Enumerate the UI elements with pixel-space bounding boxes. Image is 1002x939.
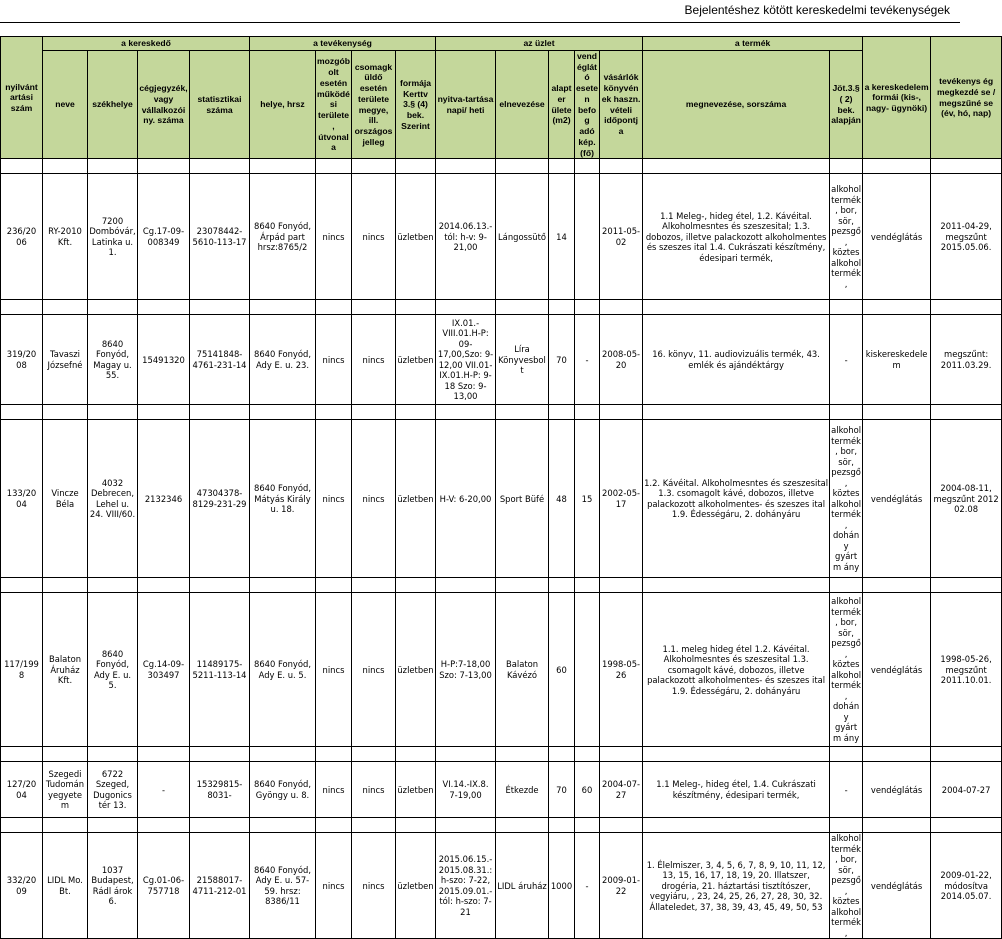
cell-jot: - xyxy=(830,762,863,818)
cell-tevek: 1998-05-26, megszűnt 2011.10.01. xyxy=(931,593,1002,747)
table-row xyxy=(1,762,1002,818)
row-spacer xyxy=(1,405,1002,420)
spacer-cell xyxy=(931,818,1002,833)
spacer-cell xyxy=(863,818,931,833)
spacer-cell xyxy=(43,578,88,593)
row-spacer xyxy=(1,747,1002,762)
spacer-cell xyxy=(316,578,352,593)
table-row xyxy=(1,174,1002,300)
row-spacer xyxy=(1,578,1002,593)
spacer-cell xyxy=(138,747,190,762)
spacer-cell xyxy=(643,159,830,174)
spacer-cell xyxy=(575,300,600,315)
cell-vasar: 2011-05-02 xyxy=(600,174,643,300)
cell-elnev: Lángossütő xyxy=(496,174,549,300)
cell-vasar: 2008-05-20 xyxy=(600,315,643,405)
spacer-cell xyxy=(352,747,396,762)
cell-megn: 1.1. meleg hideg étel 1.2. Kávéital. Alkoholmesntes és szeszesital 1.3. csomagolt kávé, dobozos, illetve palackozott alkoholmentes- és szeszes ital 1.9. Édességáru, 2. dohányáru xyxy=(643,593,830,747)
spacer-cell xyxy=(600,747,643,762)
cell-neve: Balaton Áruház Kft. xyxy=(43,593,88,747)
spacer-cell xyxy=(1,159,43,174)
cell-jot: alkohol termék , bor, sör, pezsgő, köztes alkohol termék , xyxy=(830,174,863,300)
spacer-cell xyxy=(190,405,250,420)
cell-cegj: Cg.01-06-757718 xyxy=(138,833,190,939)
table-row xyxy=(1,420,1002,578)
cell-stat: 21588017-4711-212-01 xyxy=(190,833,250,939)
cell-cegj: 2132346 xyxy=(138,420,190,578)
spacer-cell xyxy=(88,405,138,420)
spacer-cell xyxy=(1,405,43,420)
cell-neve: Tavaszi Józsefné xyxy=(43,315,88,405)
cell-neve: RY-2010 Kft. xyxy=(43,174,88,300)
cell-cegj: - xyxy=(138,762,190,818)
spacer-cell xyxy=(643,578,830,593)
cell-neve: Vincze Béla xyxy=(43,420,88,578)
spacer-cell xyxy=(863,578,931,593)
spacer-cell xyxy=(138,818,190,833)
cell-vasar: 2004-07-27 xyxy=(600,762,643,818)
spacer-cell xyxy=(43,300,88,315)
spacer-cell xyxy=(316,818,352,833)
spacer-cell xyxy=(600,818,643,833)
cell-nyilv: 127/20 04 xyxy=(1,762,43,818)
cell-vend xyxy=(575,593,600,747)
cell-stat: 15329815-8031- xyxy=(190,762,250,818)
spacer-cell xyxy=(931,578,1002,593)
col-header-megn: megnevezése, sorszáma xyxy=(643,51,830,159)
spacer-cell xyxy=(436,159,496,174)
col-header-csomag: csomagk üldő esetén területe megye, ill. országos jelleg xyxy=(352,51,396,159)
cell-nyilv: 319/20 08 xyxy=(1,315,43,405)
spacer-cell xyxy=(88,159,138,174)
cell-helye: 8640 Fonyód, Ady E. u. 57-59. hrsz: 8386/11 xyxy=(250,833,316,939)
col-header-szekhely: székhelye xyxy=(88,51,138,159)
col-header-jot: Jöt.3.§( 2) bek. alapján xyxy=(830,51,863,159)
cell-helye: 8640 Fonyód, Ady E. u. 23. xyxy=(250,315,316,405)
cell-megn: 1.1 Meleg-, hideg étel, 1.4. Cukrászati készítmény, édesipari termék, xyxy=(643,762,830,818)
cell-cegj: Cg.17-09-008349 xyxy=(138,174,190,300)
cell-csomag: nincs xyxy=(352,762,396,818)
spacer-cell xyxy=(250,818,316,833)
group-header-tevekenyseg: a tevékenység xyxy=(250,37,436,51)
spacer-cell xyxy=(436,300,496,315)
col-header-vasar: vásárlók könyvén ek haszn. vételi időpontj a xyxy=(600,51,643,159)
col-header-cegj: cégjegyzék, vagy vállalkozói ny. száma xyxy=(138,51,190,159)
cell-jot: alkohol termék , bor, sör, pezsgő, köztes alkohol termék , xyxy=(831,833,862,938)
row-spacer xyxy=(1,300,1002,315)
spacer-cell xyxy=(1,747,43,762)
spacer-cell xyxy=(436,818,496,833)
spacer-cell xyxy=(138,159,190,174)
cell-cegj: 15491320 xyxy=(138,315,190,405)
cell-vasar: 1998-05-26 xyxy=(600,593,643,747)
spacer-cell xyxy=(250,300,316,315)
page-title: Bejelentéshez kötött kereskedelmi tevékenységek xyxy=(684,3,950,17)
spacer-cell xyxy=(190,159,250,174)
spacer-cell xyxy=(863,747,931,762)
cell-csomag: nincs xyxy=(352,420,396,578)
cell-vend: 60 xyxy=(575,762,600,818)
spacer-cell xyxy=(496,818,549,833)
cell-szekhely: 8640 Fonyód, Ady E. u. 5. xyxy=(88,593,138,747)
cell-csomag: nincs xyxy=(352,833,396,939)
cell-forma: üzletben xyxy=(396,174,436,300)
cell-megn: 1. Élelmiszer, 3, 4, 5, 6, 7, 8, 9, 10, 11, 12, 13, 15, 16, 17, 18, 19, 20. Illatszer, drogéria, 21. háztartási tisztítószer, vegyiáru, , 23, 24, 25, 26, 27, 28, 30, 32. Állateledet, 37, 38, 39, 43, 45, 49, 50, 53 xyxy=(643,833,830,939)
cell-cegj: Cg.14-09-303497 xyxy=(138,593,190,747)
cell-nyilv: 236/20 06 xyxy=(1,174,43,300)
spacer-cell xyxy=(190,818,250,833)
cell-helye: 8640 Fonyód, Ady E. u. 5. xyxy=(250,593,316,747)
cell-vasar: 2002-05-17 xyxy=(600,420,643,578)
cell-szekhely: 6722 Szeged, Dugonics tér 13. xyxy=(88,762,138,818)
cell-mozgo: nincs xyxy=(316,420,352,578)
spacer-cell xyxy=(600,578,643,593)
cell-tevek: 2004-08-11, megszűnt 2012 02.08 xyxy=(931,420,1002,578)
cell-jot: alkohol termék , bor, sör, pezsgő, köztes alkohol termék , dohány gyártm ány xyxy=(830,420,863,578)
spacer-cell xyxy=(316,405,352,420)
cell-megn: 16. könyv, 11. audiovizuális termék, 43. emlék és ajándéktárgy xyxy=(643,315,830,405)
spacer-cell xyxy=(931,747,1002,762)
spacer-cell xyxy=(352,818,396,833)
spacer-cell xyxy=(931,159,1002,174)
spacer-cell xyxy=(352,159,396,174)
cell-formai: vendéglátás xyxy=(863,833,931,939)
cell-nyitva: IX.01.-VIII.01.H-P: 09-17,00,Szo: 9-12,00 VII.01-IX.01.H-P: 9-18 Szo: 9-13,00 xyxy=(436,315,496,405)
cell-vend: - xyxy=(575,833,600,939)
spacer-cell xyxy=(88,300,138,315)
spacer-cell xyxy=(549,159,575,174)
spacer-cell xyxy=(600,159,643,174)
cell-vend xyxy=(575,174,600,300)
spacer-cell xyxy=(43,159,88,174)
cell-stat: 11489175-5211-113-14 xyxy=(190,593,250,747)
cell-forma: üzletben xyxy=(396,833,436,939)
spacer-cell xyxy=(436,578,496,593)
spacer-cell xyxy=(190,747,250,762)
cell-szekhely: 4032 Debrecen, Lehel u. 24. VIII/60. xyxy=(88,420,138,578)
spacer-cell xyxy=(352,578,396,593)
cell-mozgo: nincs xyxy=(316,833,352,939)
cell-stat: 47304378-8129-231-29 xyxy=(190,420,250,578)
spacer-cell xyxy=(190,300,250,315)
cell-vasar: 2009-01-22 xyxy=(600,833,643,939)
spacer-cell xyxy=(316,159,352,174)
spacer-cell xyxy=(138,578,190,593)
cell-forma: üzletben xyxy=(396,315,436,405)
spacer-cell xyxy=(496,578,549,593)
col-header-nyitva: nyitva-tartása napi/ heti xyxy=(436,51,496,159)
cell-helye: 8640 Fonyód, Mátyás Király u. 18. xyxy=(250,420,316,578)
spacer-cell xyxy=(250,578,316,593)
spacer-cell xyxy=(643,405,830,420)
cell-nyitva: VI.14.-IX.8. 7-19,00 xyxy=(436,762,496,818)
spacer-cell xyxy=(396,747,436,762)
cell-formai: vendéglátás xyxy=(863,762,931,818)
spacer-cell xyxy=(43,818,88,833)
cell-nyitva: 2014.06.13.-tól: h-v: 9-21,00 xyxy=(436,174,496,300)
cell-nyitva: H-V: 6-20,00 xyxy=(436,420,496,578)
spacer-cell xyxy=(43,405,88,420)
spacer-cell xyxy=(396,159,436,174)
col-header-tevek: tevékenys ég megkezdé se / megszűné se (év, hó, nap) xyxy=(931,37,1002,159)
group-header-termek: a termék xyxy=(643,37,863,51)
cell-jot: - xyxy=(830,315,863,405)
cell-csomag: nincs xyxy=(352,315,396,405)
cell-tevek: 2009-01-22, módosítva 2014.05.07. xyxy=(931,833,1002,939)
cell-szekhely: 7200 Dombóvár, Latinka u. 1. xyxy=(88,174,138,300)
cell-alap: 48 xyxy=(549,420,575,578)
table-header xyxy=(1,37,1002,159)
cell-stat: 23078442-5610-113-17 xyxy=(190,174,250,300)
cell-tevek: 2011-04-29, megszűnt 2015.05.06. xyxy=(931,174,1002,300)
col-header-formai: a kereskedelem formái (kis-, nagy- ügynöki) xyxy=(863,37,931,159)
spacer-cell xyxy=(575,578,600,593)
cell-forma: üzletben xyxy=(396,762,436,818)
spacer-cell xyxy=(643,818,830,833)
cell-forma: üzletben xyxy=(396,420,436,578)
col-header-vend: vend églát ó esete n befog adó kép. (fő) xyxy=(576,51,598,158)
col-header-mozgo: mozgób olt esetén működé si területe, útvonala xyxy=(316,51,352,159)
spacer-cell xyxy=(863,300,931,315)
cell-jot: alkohol termék , bor, sör, pezsgő, köztes alkohol termék , dohány gyártm ány xyxy=(830,593,863,747)
cell-nyilv: 133/20 04 xyxy=(1,420,43,578)
table-row xyxy=(1,315,1002,405)
group-header-kereskedo: a kereskedő xyxy=(43,37,250,51)
cell-mozgo: nincs xyxy=(316,315,352,405)
cell-formai: vendéglátás xyxy=(863,593,931,747)
spacer-cell xyxy=(549,818,575,833)
spacer-cell xyxy=(830,300,863,315)
spacer-cell xyxy=(549,405,575,420)
spacer-cell xyxy=(830,159,863,174)
spacer-cell xyxy=(830,747,863,762)
col-header-nyilv: nyilvánt artási szám xyxy=(1,37,43,159)
spacer-cell xyxy=(316,747,352,762)
cell-nyilv: 332/20 09 xyxy=(1,833,43,939)
cell-formai: vendéglátás xyxy=(863,174,931,300)
spacer-cell xyxy=(600,405,643,420)
cell-szekhely: 8640 Fonyód, Magay u. 55. xyxy=(88,315,138,405)
spacer-cell xyxy=(396,818,436,833)
spacer-cell xyxy=(575,747,600,762)
spacer-cell xyxy=(250,159,316,174)
cell-helye: 8640 Fonyód, Árpád part hrsz:8765/2 xyxy=(250,174,316,300)
col-header-forma: formája Kerttv 3.§ (4) bek. Szerint xyxy=(396,51,436,159)
spacer-cell xyxy=(643,747,830,762)
cell-tevek: 2004-07-27 xyxy=(931,762,1002,818)
cell-elnev: Balaton Kávézó xyxy=(496,593,549,747)
cell-elnev: Líra Könyvesbolt xyxy=(496,315,549,405)
cell-alap: 60 xyxy=(549,593,575,747)
cell-alap: 70 xyxy=(549,315,575,405)
col-header-stat: statisztikai száma xyxy=(190,51,250,159)
cell-alap: 1000 xyxy=(549,833,575,939)
cell-formai: vendéglátás xyxy=(863,420,931,578)
cell-nyilv: 117/199 8 xyxy=(1,593,43,747)
spacer-cell xyxy=(549,578,575,593)
cell-mozgo: nincs xyxy=(316,762,352,818)
cell-csomag: nincs xyxy=(352,174,396,300)
spacer-cell xyxy=(496,159,549,174)
cell-helye: 8640 Fonyód, Gyöngy u. 8. xyxy=(250,762,316,818)
spacer-cell xyxy=(643,300,830,315)
spacer-cell xyxy=(88,747,138,762)
table-body xyxy=(1,159,1002,939)
spacer-cell xyxy=(43,747,88,762)
spacer-cell xyxy=(575,159,600,174)
spacer-cell xyxy=(496,747,549,762)
cell-vend: - xyxy=(575,315,600,405)
spacer-cell xyxy=(316,300,352,315)
spacer-cell xyxy=(863,405,931,420)
title-rule xyxy=(0,22,960,23)
spacer-cell xyxy=(396,578,436,593)
cell-forma: üzletben xyxy=(396,593,436,747)
col-header-neve: neve xyxy=(43,51,88,159)
spacer-cell xyxy=(496,300,549,315)
cell-alap: 14 xyxy=(549,174,575,300)
spacer-cell xyxy=(1,300,43,315)
spacer-cell xyxy=(830,818,863,833)
spacer-cell xyxy=(600,300,643,315)
cell-vend: 15 xyxy=(575,420,600,578)
spacer-cell xyxy=(575,405,600,420)
spacer-cell xyxy=(138,300,190,315)
cell-formai: kiskereskedelem xyxy=(863,315,931,405)
spacer-cell xyxy=(1,578,43,593)
spacer-cell xyxy=(396,300,436,315)
spacer-cell xyxy=(931,405,1002,420)
table-row xyxy=(1,593,1002,747)
spacer-cell xyxy=(436,747,496,762)
spacer-cell xyxy=(250,405,316,420)
cell-elnev: Étkezde xyxy=(496,762,549,818)
group-header-uzlet: az üzlet xyxy=(436,37,643,51)
cell-csomag: nincs xyxy=(352,593,396,747)
spacer-cell xyxy=(138,405,190,420)
cell-elnev: LIDL áruház xyxy=(496,833,549,939)
spacer-cell xyxy=(396,405,436,420)
spacer-cell xyxy=(496,405,549,420)
cell-neve: LIDL Mo. Bt. xyxy=(43,833,88,939)
cell-szekhely: 1037 Budapest, Rádl árok 6. xyxy=(88,833,138,939)
cell-megn: 1.1 Meleg-, hideg étel, 1.2. Kávéital. Alkoholmesntes és szeszesital; 1.3. dobozos, illetve palackozott alkoholmentes és szeszes ital 1.4. Cukrászati készítmény, édesipari termék, xyxy=(643,174,830,300)
row-spacer xyxy=(1,818,1002,833)
cell-mozgo: nincs xyxy=(316,593,352,747)
spacer-cell xyxy=(352,300,396,315)
cell-elnev: Sport Büfé xyxy=(496,420,549,578)
row-spacer xyxy=(1,159,1002,174)
cell-mozgo: nincs xyxy=(316,174,352,300)
spacer-cell xyxy=(863,159,931,174)
spacer-cell xyxy=(436,405,496,420)
spacer-cell xyxy=(931,300,1002,315)
spacer-cell xyxy=(250,747,316,762)
cell-megn: 1.2. Kávéital. Alkoholmesntes és szeszesital 1.3. csomagolt kávé, dobozos, illetve palackozott alkoholmentes- és szeszes ital 1.9. Édességáru, 2. dohányáru xyxy=(643,420,830,578)
cell-neve: Szegedi Tudományegyetem xyxy=(43,762,88,818)
spacer-cell xyxy=(190,578,250,593)
cell-nyitva: 2015.06.15.-2015.08.31.: h-szo: 7-22, 2015.09.01.-tól: h-szo: 7-21 xyxy=(436,833,496,939)
spacer-cell xyxy=(1,818,43,833)
spacer-cell xyxy=(575,818,600,833)
col-header-helye: helye, hrsz xyxy=(250,51,316,159)
cell-tevek: megszűnt: 2011.03.29. xyxy=(931,315,1002,405)
register-table xyxy=(0,36,1002,939)
table-row xyxy=(1,833,1002,939)
col-header-alap: alapter ülete (m2) xyxy=(549,51,575,159)
spacer-cell xyxy=(88,818,138,833)
spacer-cell xyxy=(88,578,138,593)
cell-alap: 70 xyxy=(549,762,575,818)
spacer-cell xyxy=(549,747,575,762)
col-header-elnev: elnevezése xyxy=(496,51,549,159)
spacer-cell xyxy=(830,578,863,593)
spacer-cell xyxy=(549,300,575,315)
spacer-cell xyxy=(352,405,396,420)
spacer-cell xyxy=(830,405,863,420)
cell-nyitva: H-P:7-18,00 Szo: 7-13,00 xyxy=(436,593,496,747)
cell-stat: 75141848-4761-231-14 xyxy=(190,315,250,405)
